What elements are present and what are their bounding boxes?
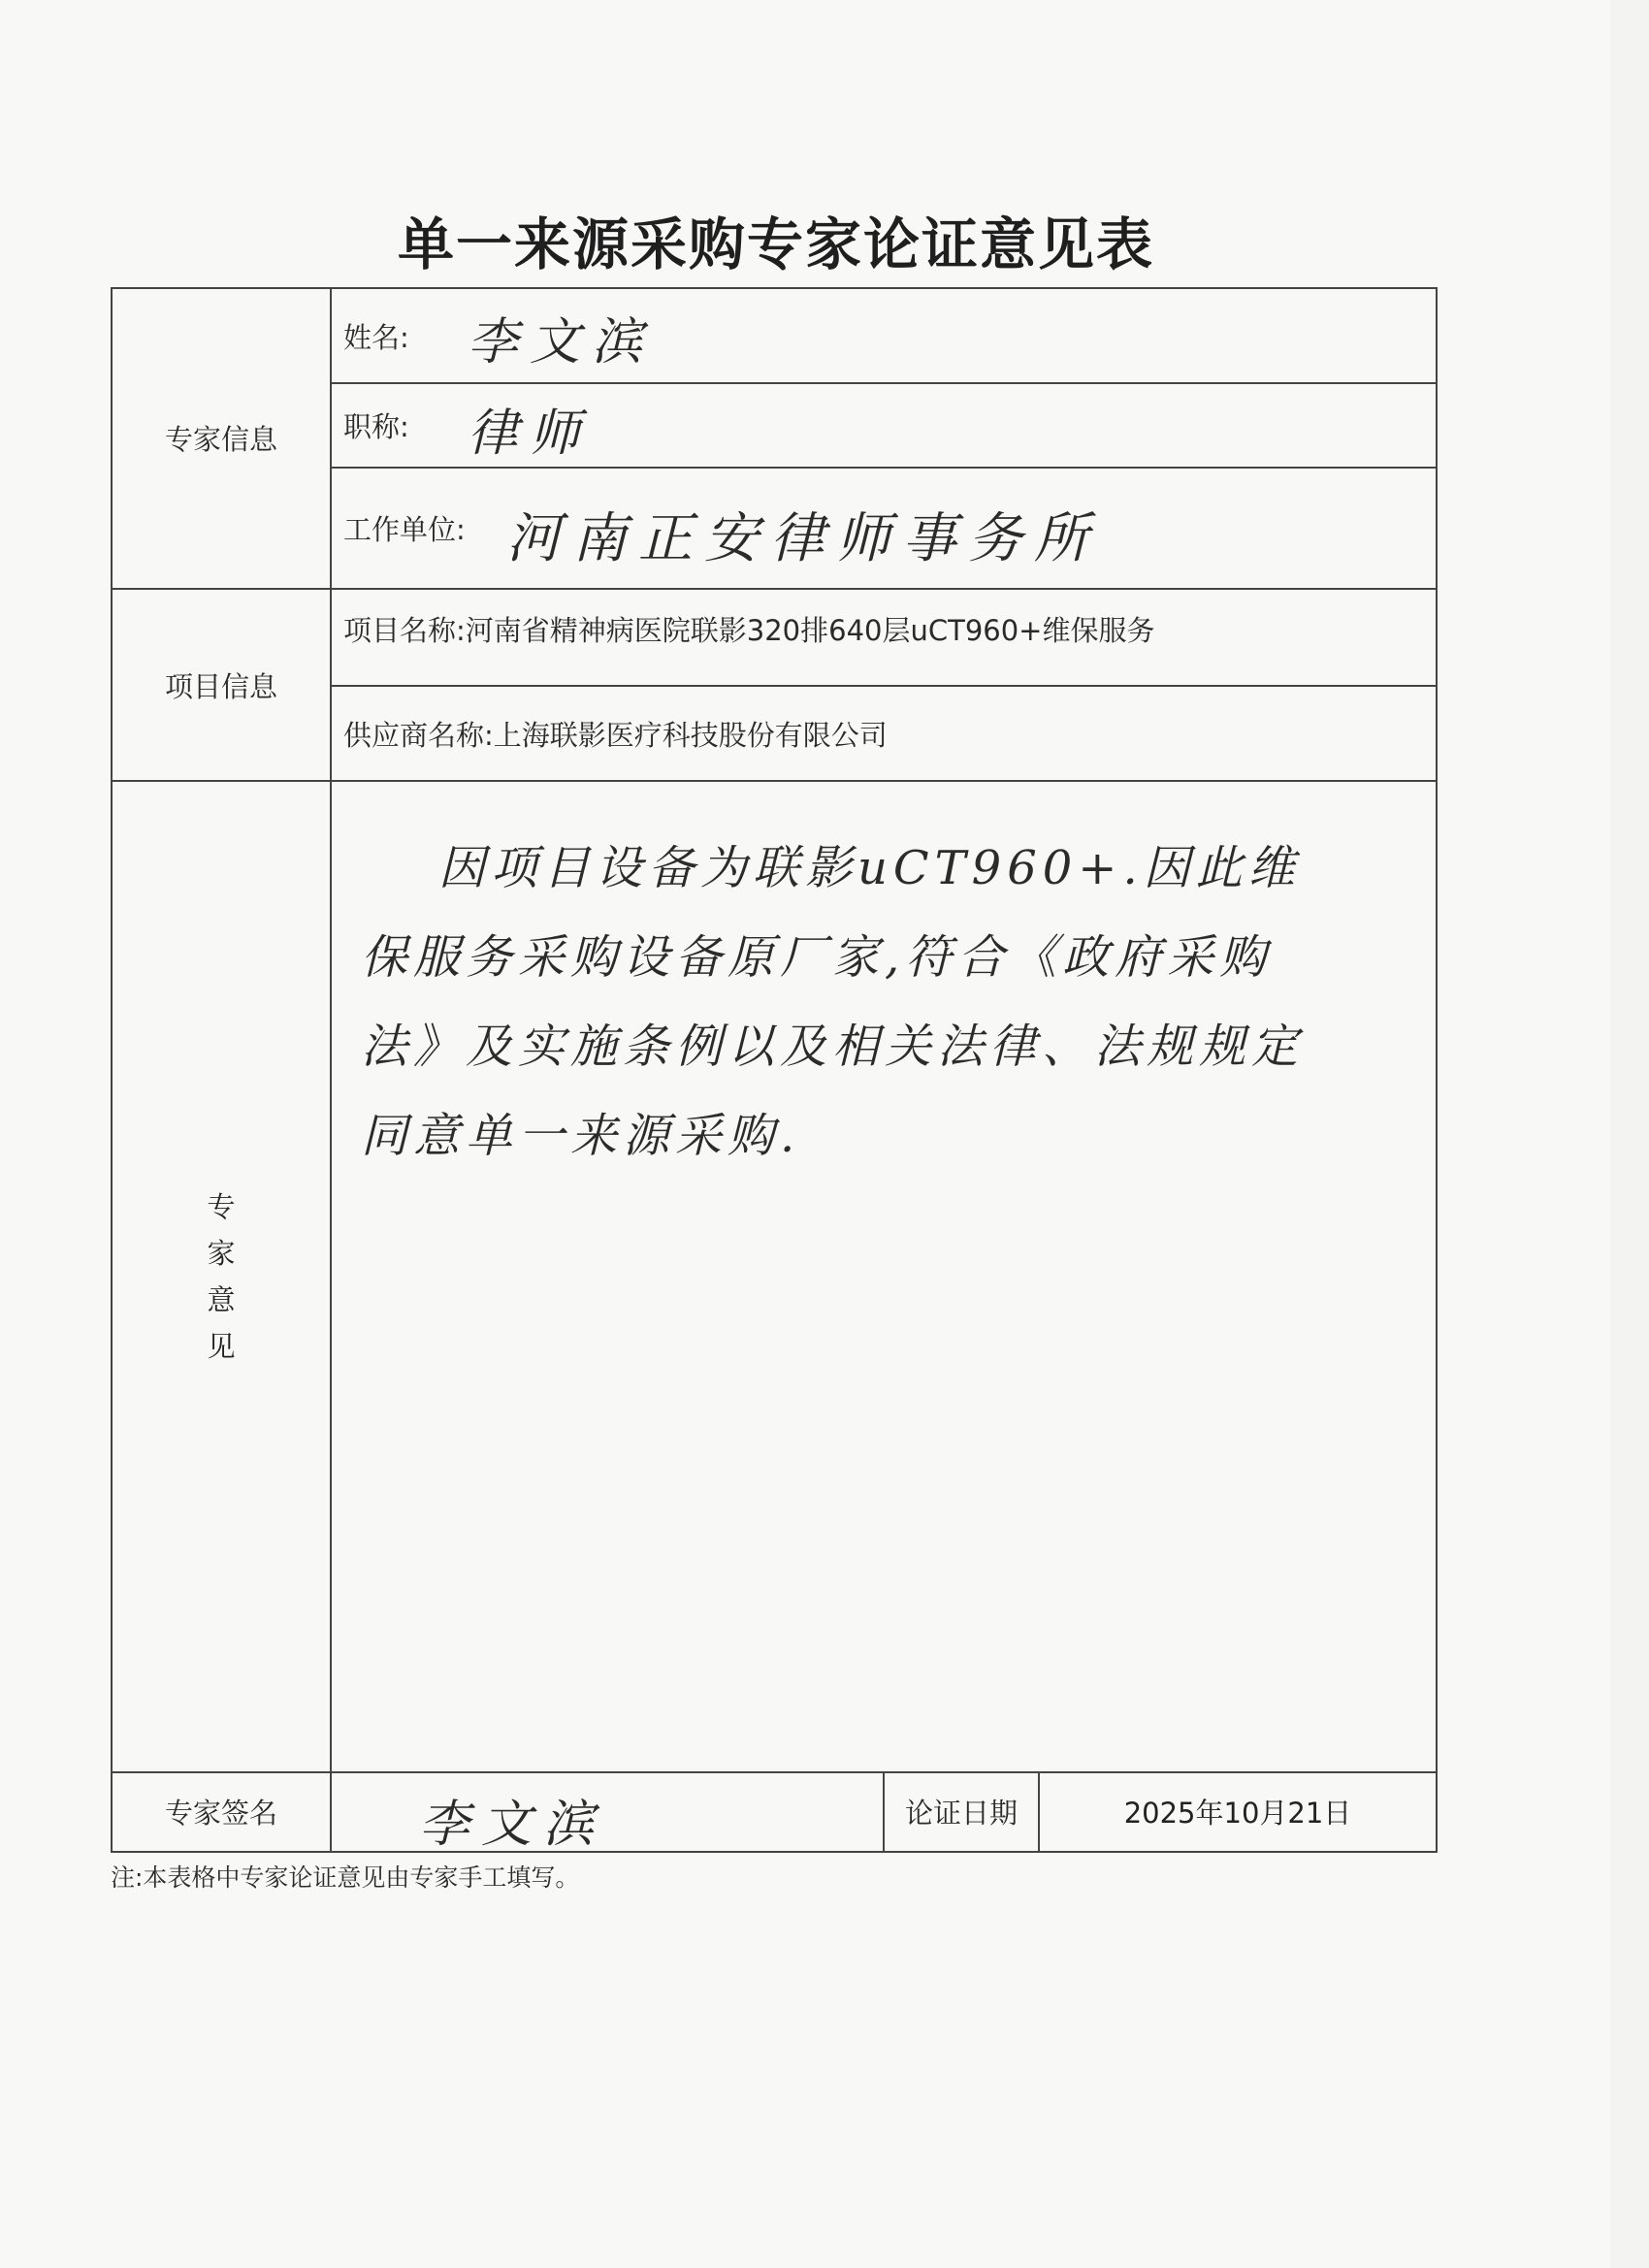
opinion-header-char: 家: [207, 1237, 236, 1271]
project-name-label: 项目名称:: [343, 613, 466, 647]
opinion-header-char: 专: [207, 1190, 236, 1224]
supplier-value: 上海联影医疗科技股份有限公司: [493, 718, 888, 752]
date-value: 2025年10月21日: [1039, 1772, 1437, 1852]
expert-info-header: 专家信息: [112, 288, 331, 589]
signature-label: 专家签名: [112, 1772, 331, 1852]
opinion-line: 保服务采购设备原厂家,符合《政府采购: [361, 930, 1273, 986]
signature-handwritten: 李文滨: [419, 1795, 606, 1854]
name-row: [331, 288, 1437, 383]
name-handwritten: 李文滨: [468, 313, 655, 372]
expert-opinion-header: [112, 781, 331, 1771]
opinion-header-char: 意: [207, 1283, 236, 1317]
job-title-label: 职称:: [343, 410, 409, 444]
signature-cell: [331, 1772, 884, 1852]
expert-opinion-body: [331, 781, 1437, 1771]
employer-row: [331, 468, 1437, 589]
opinion-line: 因项目设备为联影uCT960+.因此维: [438, 841, 1301, 896]
date-label: 论证日期: [884, 1772, 1039, 1852]
opinion-header-char: 见: [207, 1330, 236, 1364]
supplier-label: 供应商名称:: [343, 718, 494, 752]
name-label: 姓名:: [343, 320, 409, 354]
project-name-value: 河南省精神病医院联影320排640层uCT960+维保服务: [465, 613, 1155, 647]
opinion-line: 同意单一来源采购.: [361, 1109, 801, 1164]
form-title: 单一来源采购专家论证意见表: [397, 211, 1154, 277]
opinion-line: 法》及实施条例以及相关法律、法规规定: [361, 1020, 1305, 1075]
supplier-row: [331, 686, 1437, 781]
expert-opinion-form: [111, 287, 1438, 1853]
project-info-header: 项目信息: [112, 589, 331, 782]
employer-label: 工作单位:: [343, 512, 466, 546]
employer-handwritten: 河南正安律师事务所: [506, 506, 1100, 570]
job-title-handwritten: 律师: [468, 405, 593, 464]
job-title-row: [331, 383, 1437, 467]
project-name-row: [331, 589, 1437, 686]
footnote: 注:本表格中专家论证意见由专家手工填写。: [111, 1863, 580, 1892]
